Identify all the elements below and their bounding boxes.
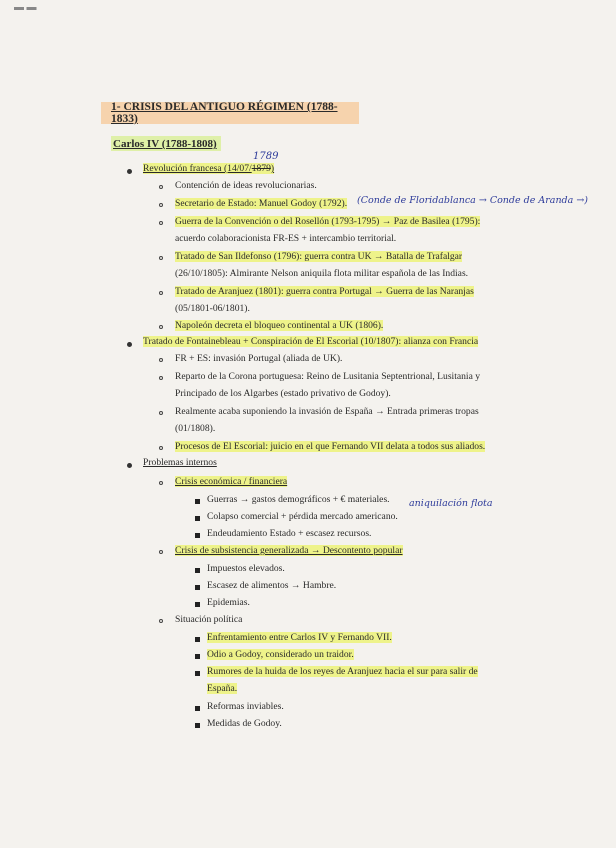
font-item xyxy=(175,441,485,452)
crisis-item: Guerras → gastos demográficos + € materiales. xyxy=(207,494,390,505)
bullet-square xyxy=(195,706,200,711)
godoy-text: Secretario de Estado: Manuel Godoy (1792). xyxy=(175,198,348,209)
document-title: 1- CRISIS DEL ANTIGUO RÉGIMEN (1788-1833) xyxy=(101,102,359,124)
revolucion-label: Revolución francesa (14/07/ xyxy=(143,163,252,174)
rev-item xyxy=(175,198,347,209)
bullet-circle xyxy=(159,446,163,450)
bullet-circle xyxy=(159,376,163,380)
bullet-square xyxy=(195,585,200,590)
bullet-circle xyxy=(159,221,163,225)
rev-item xyxy=(175,320,383,331)
subsistencia-heading xyxy=(175,545,403,556)
revolucion-line xyxy=(143,163,274,174)
handwritten-note-flota: aniquilación flota xyxy=(409,498,493,509)
bullet-circle xyxy=(159,481,163,485)
font-item: Realmente acaba suponiendo la invasión de España → Entrada primeras tropas xyxy=(175,406,479,417)
sit-item: Medidas de Godoy. xyxy=(207,718,282,729)
bullet-square xyxy=(195,533,200,538)
rumores-text: Rumores de la huida de los reyes de Aranjuez hacia el sur para salir de xyxy=(207,666,478,677)
section-heading: Carlos IV (1788-1808) xyxy=(111,136,221,151)
bullet-circle xyxy=(159,256,163,260)
odio-text: Odio a Godoy, considerado un traidor. xyxy=(207,649,354,660)
bullet-circle xyxy=(159,203,163,207)
rev-item xyxy=(175,216,480,227)
rev-item-continuation: acuerdo colaboracionista FR-ES + intercambio territorial. xyxy=(175,233,397,244)
subs-item: Impuestos elevados. xyxy=(207,563,285,574)
crisis-economica-heading xyxy=(175,476,287,487)
bullet-dot xyxy=(127,342,132,347)
font-item: FR + ES: invasión Portugal (aliada de UK). xyxy=(175,353,343,364)
bullet-dot xyxy=(127,463,132,468)
ildefonso-text: Tratado de San Ildefonso (1796): guerra contra UK → Batalla de Trafalgar xyxy=(175,251,463,262)
bullet-square xyxy=(195,568,200,573)
bullet-circle xyxy=(159,550,163,554)
bullet-circle xyxy=(159,619,163,623)
bullet-square xyxy=(195,602,200,607)
bullet-square xyxy=(195,637,200,642)
rumores-continuation: España. xyxy=(207,683,238,694)
subs-item: Escasez de alimentos → Hambre. xyxy=(207,580,337,591)
sit-item xyxy=(207,666,478,677)
font-item: Reparto de la Corona portuguesa: Reino de Lusitania Septentrional, Lusitania y xyxy=(175,371,481,382)
sit-item-continuation xyxy=(207,683,237,694)
fontainebleau-line xyxy=(143,336,478,347)
scan-mark: ▬ ▬ xyxy=(14,2,37,13)
enfrentamiento-text: Enfrentamiento entre Carlos IV y Fernando VII. xyxy=(207,632,392,643)
font-item-continuation: (01/1808). xyxy=(175,423,216,434)
rev-item: Contención de ideas revolucionarias. xyxy=(175,180,317,191)
subsistencia-text: Crisis de subsistencia generalizada → Descontento popular xyxy=(175,545,403,556)
revolucion-year-struck: 1879 xyxy=(251,163,271,174)
sit-item: Reformas inviables. xyxy=(207,701,284,712)
bullet-square xyxy=(195,723,200,728)
crisis-item: Colapso comercial + pérdida mercado americano. xyxy=(207,511,398,522)
bullet-square xyxy=(195,516,200,521)
bullet-circle xyxy=(159,325,163,329)
crisis-economica-text: Crisis económica / financiera xyxy=(175,476,288,487)
bloqueo-text: Napoleón decreta el bloqueo continental a UK (1806). xyxy=(175,320,384,331)
bullet-circle xyxy=(159,185,163,189)
bullet-circle xyxy=(159,291,163,295)
bullet-square xyxy=(195,499,200,504)
rev-item-continuation: (26/10/1805): Almirante Nelson aniquila flota militar española de las Indias. xyxy=(175,268,469,279)
bullet-dot xyxy=(127,169,132,174)
escorial-text: Procesos de El Escorial: juicio en el que Fernando VII delata a todos sus aliados. xyxy=(175,441,486,452)
rev-item xyxy=(175,286,474,297)
bullet-circle xyxy=(159,358,163,362)
rev-item xyxy=(175,251,462,262)
bullet-circle xyxy=(159,411,163,415)
aranjuez-text: Tratado de Aranjuez (1801): guerra contra Portugal → Guerra de las Naranjas xyxy=(175,286,474,297)
crisis-item: Endeudamiento Estado + escasez recursos. xyxy=(207,528,372,539)
sit-item xyxy=(207,649,354,660)
rev-item-continuation: (05/1801-06/1801). xyxy=(175,303,250,314)
problemas-heading: Problemas internos xyxy=(143,457,217,468)
font-item-continuation: Principado de los Algarbes (estado privativo de Godoy). xyxy=(175,388,391,399)
revolucion-close: ) xyxy=(270,163,275,174)
handwritten-year: 1789 xyxy=(253,151,279,162)
fontainebleau-text: Tratado de Fontainebleau + Conspiración de El Escorial (10/1807): alianza con Francia xyxy=(143,336,479,347)
handwritten-note-godoy: (Conde de Floridablanca → Conde de Aranda →) xyxy=(357,195,588,206)
bullet-square xyxy=(195,671,200,676)
convencion-text: Guerra de la Convención o del Rosellón (1793-1795) → Paz de Basilea (1795): xyxy=(175,216,481,227)
sit-item xyxy=(207,632,392,643)
situacion-heading: Situación política xyxy=(175,614,243,625)
subs-item: Epidemias. xyxy=(207,597,250,608)
bullet-square xyxy=(195,654,200,659)
